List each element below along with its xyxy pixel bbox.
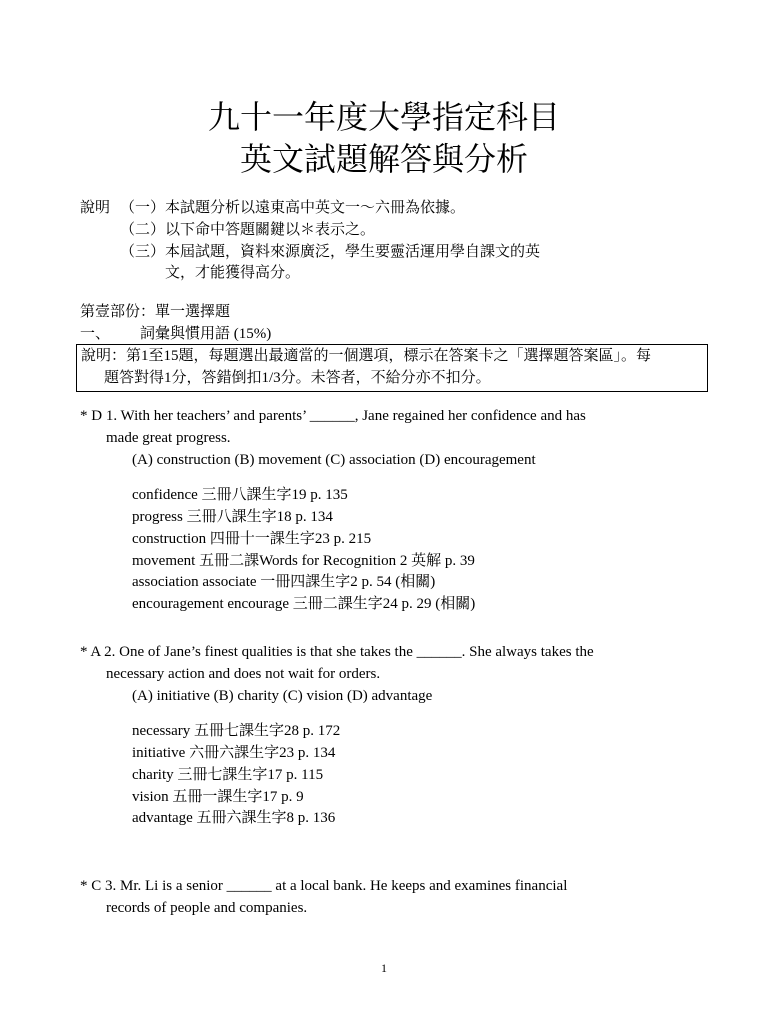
vocab-item: progress 三冊八課生字18 p. 134: [132, 509, 333, 525]
vocab-item: necessary 五冊七課生字28 p. 172: [132, 723, 341, 740]
vocab-item: charity 三冊七課生字17 p. 115: [132, 766, 324, 783]
vocab-list: [80, 721, 720, 830]
question-stem-cont: records of people and companies.: [106, 899, 308, 916]
note-text: （一）本試題分析以遠東高中英文一～六冊為依據。: [120, 200, 466, 216]
instructions-line2: 題答對得1分，答錯倒扣1/3分。未答者，不給分亦不扣分。: [104, 369, 491, 386]
note-lead: 說明: [80, 200, 111, 216]
question-2: [80, 642, 720, 830]
note-line: [80, 220, 700, 242]
vocab-item: association associate 一冊四課生字2 p. 54 (相關): [132, 574, 436, 591]
question-1: [80, 406, 720, 616]
note-line: [80, 198, 700, 220]
question-stem: * A 2. One of Jane’s finest qualities is that she takes the ______. She always takes the: [80, 644, 594, 660]
document-title-line1: 九十一年度大學指定科目: [207, 99, 560, 135]
vocab-item: confidence 三冊八課生字19 p. 135: [132, 487, 348, 504]
question-stem: * C 3. Mr. Li is a senior ______ at a local bank. He keeps and examines financial: [80, 878, 568, 894]
subsection-label: 詞彙與慣用語 (15%): [140, 325, 272, 342]
vocab-list: [80, 485, 720, 616]
vocab-item: initiative 六冊六課生字23 p. 134: [132, 745, 336, 761]
document-title-line2: 英文試題解答與分析: [239, 141, 528, 177]
vocab-item: movement 五冊二課Words for Recognition 2 英解 p. 39: [132, 552, 475, 569]
instructions-line1: 說明：第1至15題，每題選出最適當的一個選項，標示在答案卡之「選擇題答案區」。每: [81, 348, 652, 364]
question-3: [80, 876, 720, 920]
note-lead: [80, 220, 120, 242]
subsection-number: 一、: [80, 325, 111, 342]
note-continuation: 文，才能獲得高分。: [165, 265, 301, 282]
question-options: (A) construction (B) movement (C) association (D) encouragement: [132, 451, 536, 468]
note-text: （二）以下命中答題關鍵以＊表示之。: [120, 221, 376, 238]
subsection-title: [80, 324, 271, 346]
section-header: [80, 302, 271, 346]
note-line: [80, 242, 700, 264]
question-stem-cont: made great progress.: [106, 429, 231, 446]
vocab-item: encouragement encourage 三冊二課生字24 p. 29 (相關): [132, 596, 476, 612]
vocab-item: advantage 五冊六課生字8 p. 136: [132, 810, 336, 827]
instructions-box: [76, 344, 708, 392]
vocab-item: vision 五冊一課生字17 p. 9: [132, 788, 304, 805]
section-title: 第壹部份：單一選擇題: [80, 304, 231, 320]
question-options: (A) initiative (B) charity (C) vision (D) advantage: [132, 687, 433, 704]
explanation-notes: [80, 198, 700, 285]
page-number: 1: [381, 961, 387, 975]
question-stem-cont: necessary action and does not wait for orders.: [106, 665, 381, 682]
vocab-item: construction 四冊十一課生字23 p. 215: [132, 530, 372, 547]
note-text: （三）本屆試題，資料來源廣泛，學生要靈活運用學自課文的英: [120, 243, 541, 260]
note-lead: [80, 242, 120, 264]
question-stem: * D 1. With her teachers’ and parents’ ______, Jane regained her confidence and has: [80, 408, 586, 424]
